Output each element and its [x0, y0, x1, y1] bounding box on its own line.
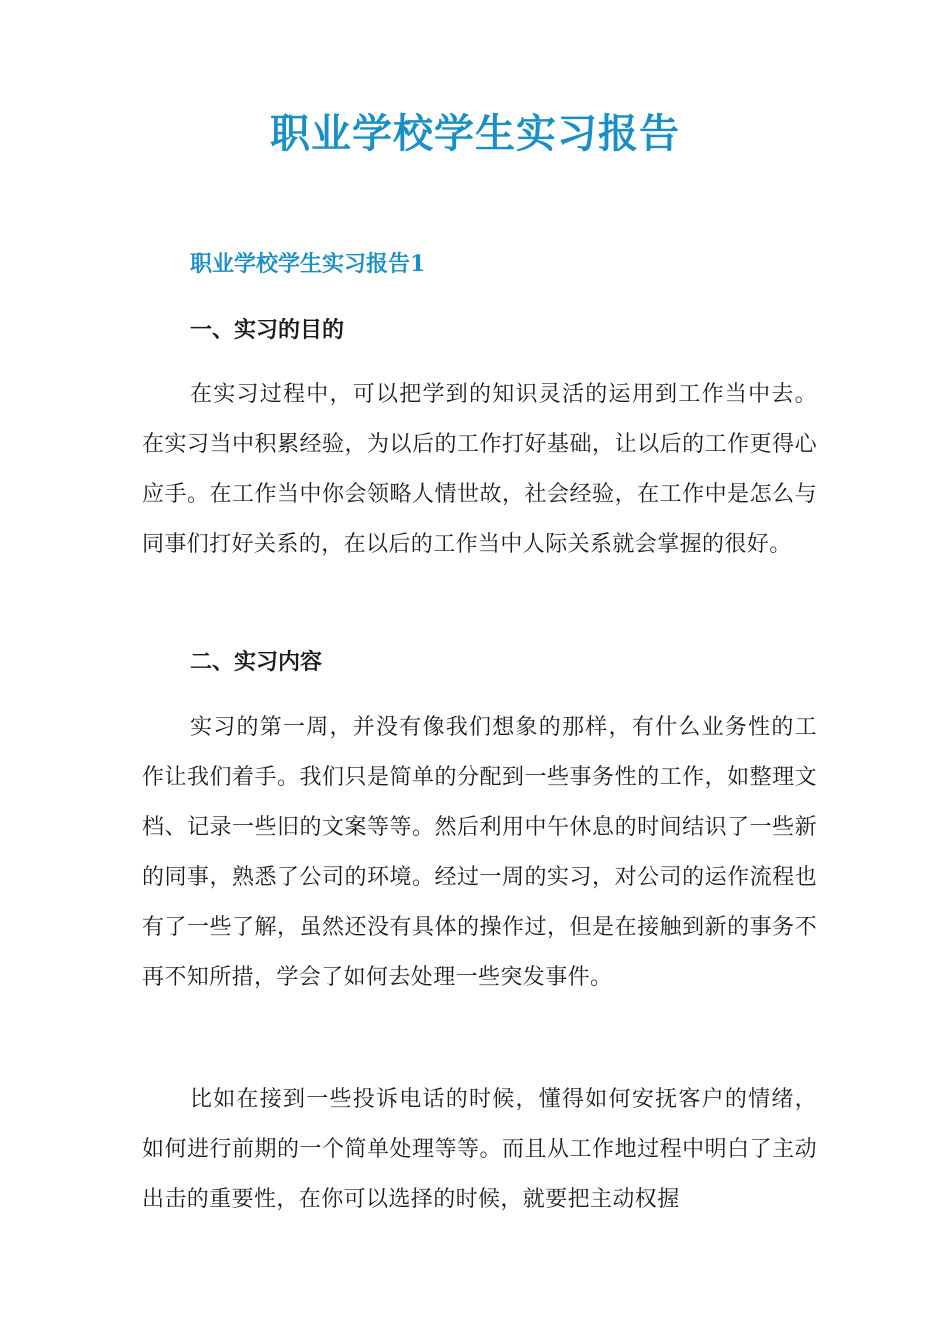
section-heading-purpose: 一、实习的目的	[190, 317, 345, 343]
paragraph-purpose: 在实习过程中，可以把学到的知识灵活的运用到工作当中去。在实习当中积累经验，为以后的工作打好基础，让以后的工作更得心应手。在工作当中你会领略人情世故，社会经验，在工作中是怎么与同事们打好关系的，在以后的工作当中人际关系就会掌握的很好。	[142, 382, 817, 557]
paragraph-first-week: 实习的第一周，并没有像我们想象的那样，有什么业务性的工作让我们着手。我们只是简单的分配到一些事务性的工作，如整理文档、记录一些旧的文案等等。然后利用中午休息的时间结识了一些新的同事，熟悉了公司的环境。经过一周的实习，对公司的运作流程也有了一些了解，虽然还没有具体的操作过，但是在接触到新的事务不再不知所措，学会了如何去处理一些突发事件。	[142, 715, 817, 990]
document-title: 职业学校学生实习报告	[270, 111, 680, 157]
report-subtitle: 职业学校学生实习报告1	[190, 251, 426, 277]
section-heading-content: 二、实习内容	[190, 649, 323, 675]
paragraph-complaints: 比如在接到一些投诉电话的时候，懂得如何安抚客户的情绪，如何进行前期的一个简单处理等等。而且从工作地过程中明白了主动出击的重要性，在你可以选择的时候，就要把主动权握	[142, 1087, 817, 1212]
